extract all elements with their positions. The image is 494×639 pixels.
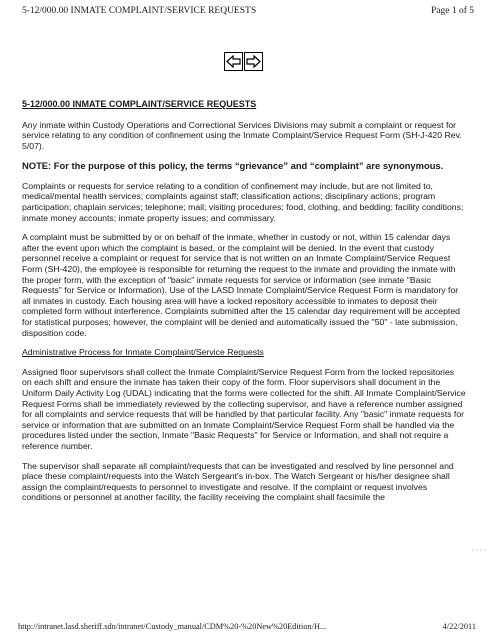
- page-footer: [18, 622, 476, 634]
- paragraph-complaint-types: Complaints or requests for service relating to a condition of confinement may include, but are not limited to, medical/mental health services; complaints against staff; classification actions; disciplinary actions; program participation; chaplain services; telephone; mail; visiting procedures; food, clothing, and bedding; facility conditions; inmate money accounts; inmate property issues; and commissary.: [22, 180, 464, 223]
- paragraph-floor-supervisors: Assigned floor supervisors shall collect the Inmate Complaint/Service Request Form from the locked repositories on each shift and ensure the inmate has taken their copy of the form. Floor supervisors shall document in the Uniform Daily Activity Log (UDAL) indicating that the forms were collected for the shift. All Inmate Complaint/Service Request Forms shall be immediately reviewed by the collecting supervisor, and have a reference number assigned for all complaints and service requests that will be handled by that particular facility. Any "basic" inmate requests for service or information that are submitted on an Inmate Complaint/Service Request Form shall be handled via the procedures listed under the section, Inmate "Basic Requests" for Service or Information, and shall not require a reference number.: [22, 366, 466, 451]
- header-title: 5-12/000.00 INMATE COMPLAINT/SERVICE REQUESTS: [22, 6, 257, 16]
- section-title: 5-12/000.00 INMATE COMPLAINT/SERVICE REQUESTS: [22, 99, 257, 109]
- note-paragraph: NOTE: For the purpose of this policy, the terms “grievance” and “complaint” are synonymous.: [22, 160, 444, 172]
- subheading-administrative-process: Administrative Process for Inmate Complaint/Service Requests: [22, 347, 264, 358]
- paragraph-supervisor-separation: The supervisor shall separate all complaint/requests that can be investigated and resolved by line personnel and place these complaint/requests into the Watch Sergeant's in-box. The Watch Sergeant or his/her designee shall assign the complaint/requests to personnel to investigate and resolve. If the complaint or request involves conditions or personnel at another facility, the facility receiving the complaint shall facsimile the: [22, 460, 454, 503]
- right-arrow-icon: [246, 55, 261, 68]
- page-number: Page 1 of 5: [430, 6, 474, 16]
- footer-date: 4/22/2011: [442, 622, 476, 631]
- left-arrow-icon: [226, 55, 241, 68]
- page-header: [22, 6, 474, 20]
- back-button[interactable]: [224, 52, 243, 71]
- paragraph-eligibility: Any inmate within Custody Operations and Correctional Services Divisions may submit a complaint or request for service relating to any condition of confinement using the Inmate Complaint/Service Request Form (SH-J-420 Rev. 5/07).: [22, 119, 462, 151]
- footer-url: http://intranet.lasd.sheriff.sdn/intranet/Custody_manual/CDM%20-%20New%20Edition/H...: [18, 622, 327, 631]
- forward-button[interactable]: [244, 52, 263, 71]
- scan-speck: [472, 548, 486, 552]
- paragraph-submission-rules: A complaint must be submitted by or on behalf of the inmate, whether in custody or not, within 15 calendar days after the event upon which the complaint is based, or the complaint will be denied. In the event that custody personnel receive a complaint or request for service that is not written on an Inmate Complaint/Service Request Form (SH-420), the employee is responsible for returning the request to the inmate and providing the inmate with the proper form, with the exception of "basic" inmate requests for service or information (see inmate "Basic Requests" for Service or Information). Use of the LASD Inmate Complaint/Service Request Form is mandatory for all inmates in custody. Each housing area will have a locked repository accessible to inmates to deposit their completed form without interference. Complaints submitted after the 15 calendar day requirement will be accepted for statistical purposes; however, the complaint will be denied and automatically issued the "50" - late submission, disposition code.: [22, 232, 460, 338]
- navigation-buttons: [224, 52, 263, 72]
- document-body: [22, 99, 466, 512]
